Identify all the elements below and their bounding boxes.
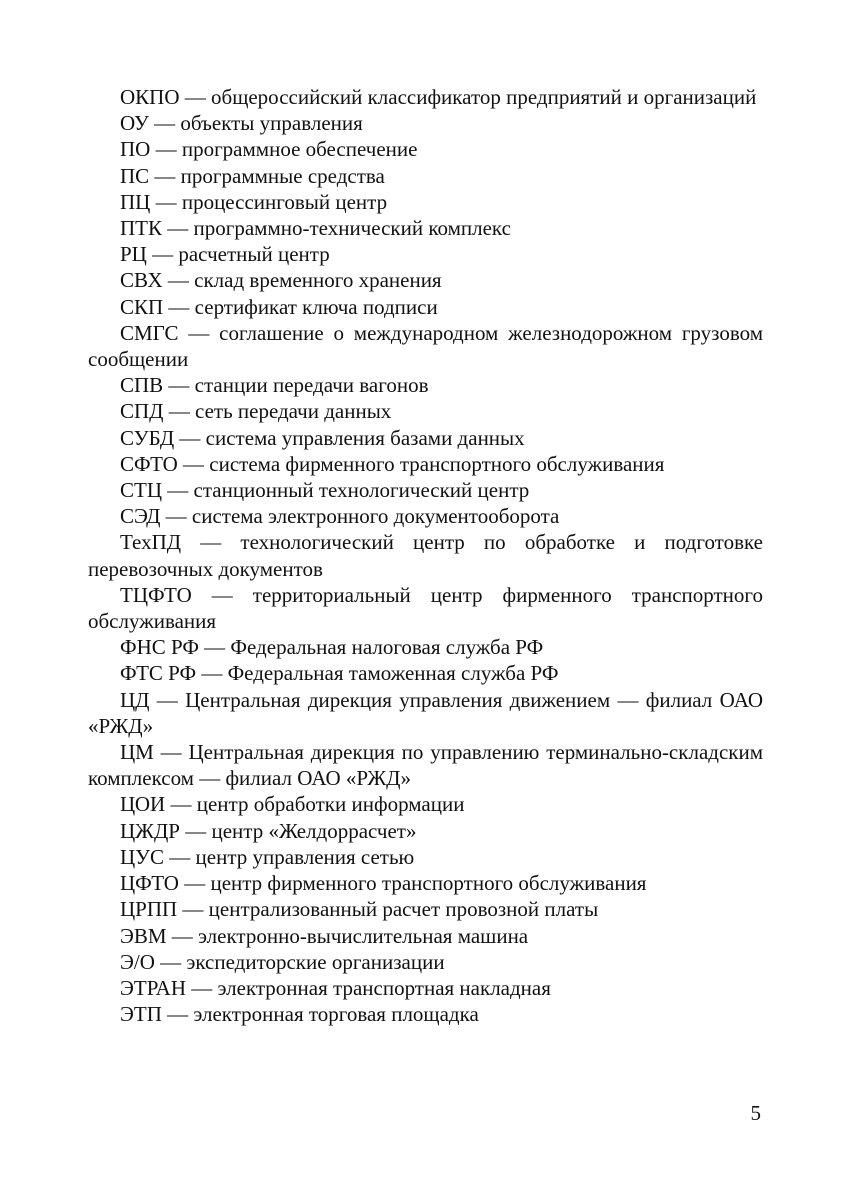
abbreviation-entry: ЭТП — электронная торговая площадка [120,1002,479,1027]
abbreviation-entry: ЦЖДР — центр «Желдоррасчет» [120,818,417,843]
abbreviation-entry: ЭТРАН — электронная транспортная накладная [120,975,551,1000]
abbreviation-entry: СПВ — станции передачи вагонов [120,373,429,398]
abbreviation-entry: ЦД — Центральная дирекция управления движением — филиал ОАО «РЖД» [88,687,763,738]
abbreviation-entry: СПД — сеть передачи данных [120,399,392,424]
abbreviation-entry: ТехПД — технологический центр по обработке и подготовке перевозочных документов [88,530,763,581]
abbreviation-entry: ЦУС — центр управления сетью [120,844,415,869]
abbreviation-entry: ОКПО — общероссийский классификатор предприятий и организаций [120,85,757,109]
abbreviation-entry: ФНС РФ — Федеральная налоговая служба РФ [120,635,544,660]
abbreviation-entry: ПЦ — процессинговый центр [120,189,388,214]
abbreviation-entry: ПО — программное обеспечение [120,137,418,162]
abbreviation-entry: ЦОИ — центр обработки информации [120,792,465,817]
abbreviation-entry: СМГС — соглашение о международном железнодорожном грузовом сообщении [88,320,763,372]
abbreviation-entry: СВХ — склад временного хранения [120,268,442,293]
abbreviation-entry: ФТС РФ — Федеральная таможенная служба РФ [120,661,559,686]
abbreviation-entry: ПС — программные средства [120,163,385,188]
abbreviation-entry: Э/О — экспедиторские организации [120,949,445,974]
abbreviation-entry: ТЦФТО — территориальный центр фирменного транспортного обслуживания [88,582,763,634]
abbreviation-entry: ЦРПП — централизованный расчет провозной платы [120,897,599,922]
abbreviation-entry: СУБД — система управления базами данных [120,425,525,450]
page-number: 5 [750,1101,761,1125]
abbreviation-entry: ЦМ — Центральная дирекция по управлению терминально-складским комплексом — филиал ОАО «РЖД» [88,740,763,791]
abbreviation-list [88,84,763,1027]
abbreviation-entry: СЭД — система электронного документооборота [120,504,560,529]
abbreviation-entry: ЦФТО — центр фирменного транспортного обслуживания [120,871,647,896]
abbreviation-entry: ОУ — объекты управления [120,111,363,136]
abbreviation-entry: СФТО — система фирменного транспортного обслуживания [120,451,665,476]
abbreviation-entry: ПТК — программно-технический комплекс [120,216,511,241]
abbreviation-entry: СКП — сертификат ключа подписи [120,294,438,319]
abbreviation-entry: ЭВМ — электронно-вычислительная машина [120,923,529,948]
abbreviation-entry: СТЦ — станционный технологический центр [120,478,530,503]
abbreviation-entry: РЦ — расчетный центр [120,242,330,267]
